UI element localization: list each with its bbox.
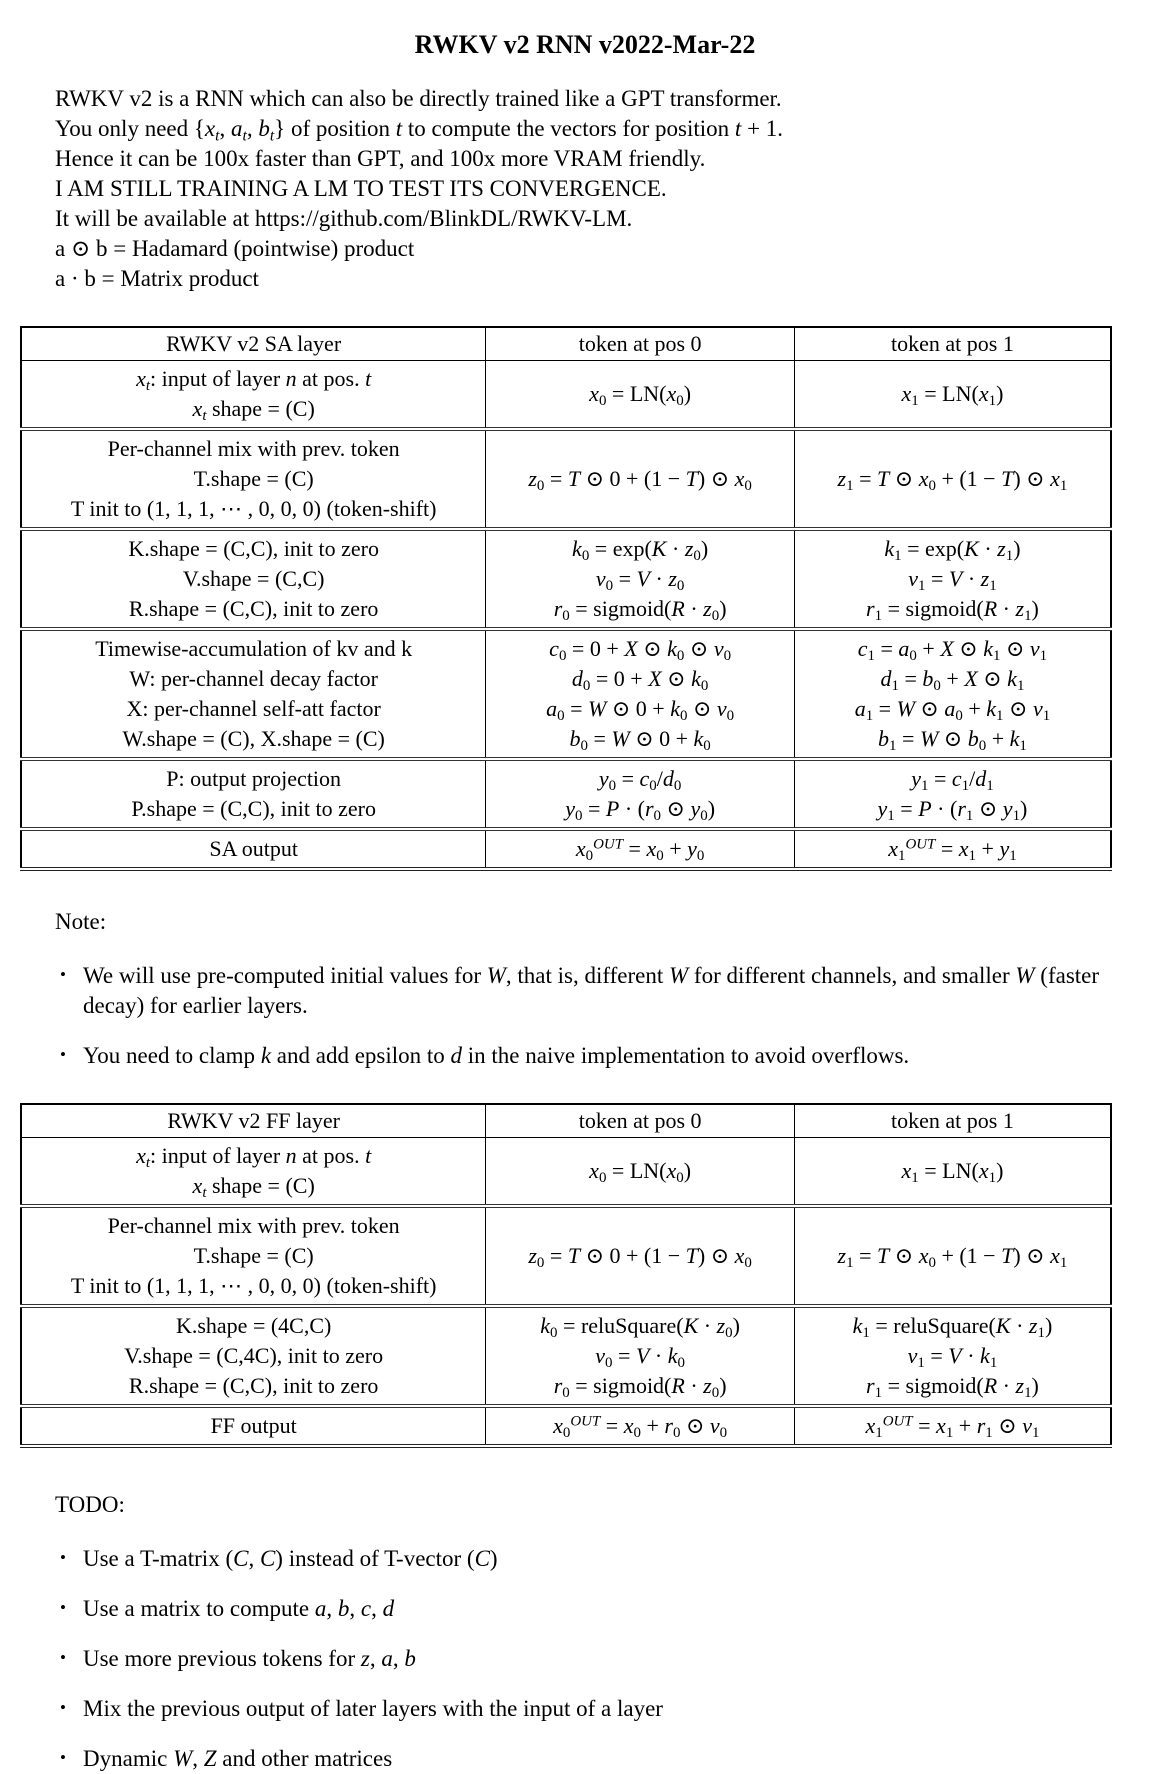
intro-line: It will be available at https://github.com/BlinkDL/RWKV-LM.: [55, 206, 633, 231]
row-label-cell: [21, 629, 486, 759]
document-title: RWKV v2 RNN v2022-Mar-22: [414, 30, 756, 59]
ff-header-pos0: token at pos 0: [486, 1104, 795, 1138]
formula-line: $r_1$ = sigmoid(R · $z_1$): [866, 596, 1039, 625]
row-label-cell: [21, 1406, 486, 1446]
row-label-cell: [21, 1206, 486, 1306]
formula-line: $z_1 = T$ ⊙ $x_0 + (1 - T)$ ⊙ $x_1$: [837, 466, 1068, 495]
table-row-ff-output: [21, 1406, 1111, 1446]
formula-line: $v_1 = V \cdot z_1$: [908, 566, 997, 595]
formula-line: $x_0 = LN(x_0)$: [589, 1158, 692, 1187]
formula-line: $x_1 = LN(x_1)$: [901, 1158, 1004, 1187]
intro-line: Hence it can be 100x faster than GPT, and 100x more VRAM friendly.: [55, 146, 706, 171]
formula-line: $y_1 = P \cdot (r_1$ ⊙ $y_1$): [877, 796, 1028, 825]
label-line: SA output: [209, 836, 298, 861]
row-label-cell: [21, 429, 486, 529]
ff-header-pos1: token at pos 1: [794, 1104, 1111, 1138]
formula-line: $z_0 = T$ ⊙ 0 + (1 − T) ⊙ $x_0$: [528, 1243, 752, 1272]
row-label-cell: [21, 829, 486, 869]
formula-line: $c_1 = a_0 + X$ ⊙ $k_1$ ⊙ $v_1$: [857, 636, 1048, 665]
bullet-icon: •: [60, 965, 66, 984]
formula-line: $v_1 = V \cdot k_1$: [907, 1343, 998, 1372]
label-line: P.shape = (C,C), init to zero: [131, 796, 376, 821]
formula-line: $k_0$ = reluSquare(K · $z_0$): [540, 1313, 740, 1342]
formula-line: $x_0^{OUT} = x_0 + r_0$ ⊙ $v_0$: [553, 1413, 728, 1442]
formula-line: $v_0 = V \cdot z_0$: [595, 566, 685, 595]
bullet-icon: •: [60, 1698, 66, 1717]
pos0-cell: [486, 759, 795, 829]
formula-line: $a_1 = W$ ⊙ $a_0 + k_1$ ⊙ $v_1$: [854, 696, 1051, 725]
todo-item: [58, 1644, 1118, 1674]
formula-line: $d_1 = b_0 + X$ ⊙ $k_1$: [880, 666, 1025, 695]
note-item: [58, 961, 1118, 1021]
formula-line: $y_0 = P \cdot (r_0$ ⊙ $y_0$): [565, 796, 716, 825]
formula-line: $c_0 = 0 + X$ ⊙ $k_0$ ⊙ $v_0$: [549, 636, 732, 665]
table-row-kvr: [21, 1306, 1111, 1406]
intro-line: I AM STILL TRAINING A LM TO TEST ITS CONVERGENCE.: [55, 176, 667, 201]
formula-line: $y_0 = c_0/d_0$: [598, 766, 682, 795]
table-row-sa-output: [21, 829, 1111, 869]
pos1-cell: [794, 1306, 1111, 1406]
table-row-tokenmix: [21, 429, 1111, 529]
formula-line: $x_1 = LN(x_1)$: [901, 381, 1004, 410]
note-item-text: You need to clamp k and add epsilon to d in the naive implementation to avoid overflows.: [83, 1043, 910, 1068]
formula-line: $x_1^{OUT} = x_1 + y_1$: [888, 836, 1017, 865]
label-line: R.shape = (C,C), init to zero: [128, 596, 379, 621]
bullet-icon: •: [60, 1045, 66, 1064]
row-label-cell: [21, 1138, 486, 1207]
sa-header-pos0: token at pos 0: [486, 327, 795, 361]
label-line: Per-channel mix with prev. token: [107, 436, 400, 461]
pos1-cell: [794, 361, 1111, 430]
pos1-cell: [794, 629, 1111, 759]
formula-line: $r_0$ = sigmoid(R · $z_0$): [553, 596, 727, 625]
bullet-icon: •: [60, 1748, 66, 1767]
ff-layer-table: [20, 1103, 1112, 1448]
todo-list: [58, 1544, 1118, 1774]
bullet-icon: •: [60, 1598, 66, 1617]
pos1-cell: [794, 1406, 1111, 1446]
bullet-icon: •: [60, 1548, 66, 1567]
formula-line: $d_0 = 0 + X$ ⊙ $k_0$: [571, 666, 709, 695]
note-item-text: We will use pre-computed initial values for W, that is, different W for different channels, and smaller W (faster decay) for earlier layers.: [83, 963, 1100, 1018]
intro-line: RWKV v2 is a RNN which can also be directly trained like a GPT transformer.: [55, 86, 782, 111]
pos0-cell: [486, 1306, 795, 1406]
bullet-icon: •: [60, 1648, 66, 1667]
formula-line: $x_0 = LN(x_0)$: [589, 381, 692, 410]
todo-heading: TODO:: [55, 1492, 125, 1517]
label-line: W: per-channel decay factor: [129, 666, 378, 691]
table-header-row: [21, 327, 1111, 361]
label-line: Per-channel mix with prev. token: [107, 1213, 400, 1238]
pos1-cell: [794, 1206, 1111, 1306]
label-line: W.shape = (C), X.shape = (C): [122, 726, 385, 751]
table-row-accumulation: [21, 629, 1111, 759]
formula-line: $x_0^{OUT} = x_0 + y_0$: [575, 836, 705, 865]
formula-line: $b_1 = W$ ⊙ $b_0 + k_1$: [878, 726, 1027, 755]
formula-line: $k_1$ = reluSquare(K · $z_1$): [852, 1313, 1053, 1342]
table-row-input: [21, 361, 1111, 430]
formula-line: $v_0 = V \cdot k_0$: [595, 1343, 685, 1372]
pos1-cell: [794, 829, 1111, 869]
label-line: T.shape = (C): [193, 1243, 314, 1268]
formula-line: $a_0 = W$ ⊙ $0 + k_0$ ⊙ $v_0$: [546, 696, 735, 725]
formula-line: $b_0 = W$ ⊙ $0 + k_0$: [569, 726, 711, 755]
pos0-cell: [486, 1138, 795, 1207]
label-line: V.shape = (C,C): [182, 566, 325, 591]
intro-line: You only need {$x_t$, $a_t$, $b_t$} of position t to compute the vectors for position t + 1.: [55, 116, 784, 145]
todo-item: [58, 1544, 1118, 1574]
pos0-cell: [486, 529, 795, 629]
label-line: $x_t$ shape = (C): [192, 396, 315, 425]
pos0-cell: [486, 361, 795, 430]
label-line: V.shape = (C,4C), init to zero: [124, 1343, 384, 1368]
row-label-cell: [21, 361, 486, 430]
label-line: $x_t$: input of layer n at pos. t: [136, 366, 372, 395]
label-line: Timewise-accumulation of kv and k: [95, 636, 413, 661]
pos1-cell: [794, 1138, 1111, 1207]
note-item: [58, 1041, 1118, 1071]
formula-line: $y_1 = c_1/d_1$: [911, 766, 994, 795]
label-line: $x_t$ shape = (C): [192, 1173, 315, 1202]
note-heading: Note:: [55, 909, 107, 934]
formula-line: $r_1$ = sigmoid(R · $z_1$): [866, 1373, 1039, 1402]
row-label-cell: [21, 1306, 486, 1406]
label-line: T.shape = (C): [193, 466, 314, 491]
pos0-cell: [486, 1406, 795, 1446]
todo-item-text: Use a T-matrix (C, C) instead of T-vector (C): [83, 1546, 498, 1571]
todo-item: [58, 1594, 1118, 1624]
row-label-cell: [21, 759, 486, 829]
intro-paragraph: [55, 84, 1118, 294]
label-line: K.shape = (C,C), init to zero: [128, 536, 380, 561]
table-row-input: [21, 1138, 1111, 1207]
intro-line: a · b = Matrix product: [55, 266, 259, 291]
pos1-cell: [794, 529, 1111, 629]
todo-item-text: Use more previous tokens for z, a, b: [83, 1646, 416, 1671]
pos0-cell: [486, 829, 795, 869]
formula-line: $x_1^{OUT} = x_1 + r_1$ ⊙ $v_1$: [865, 1413, 1040, 1442]
todo-item: [58, 1744, 1118, 1774]
table-row-tokenmix: [21, 1206, 1111, 1306]
ff-table-title: RWKV v2 FF layer: [21, 1104, 486, 1138]
label-line: FF output: [210, 1413, 297, 1438]
label-line: $x_t$: input of layer n at pos. t: [136, 1143, 372, 1172]
pos0-cell: [486, 429, 795, 529]
formula-line: $k_0 = \exp(K \cdot z_0)$: [572, 536, 709, 565]
note-list: [58, 961, 1118, 1071]
formula-line: $z_0 = T$ ⊙ 0 + (1 − T) ⊙ $x_0$: [528, 466, 752, 495]
todo-item: [58, 1694, 1118, 1724]
label-line: P: output projection: [166, 766, 342, 791]
label-line: X: per-channel self-att factor: [126, 696, 381, 721]
label-line: T init to (1, 1, 1, ⋯ , 0, 0, 0) (token-shift): [70, 496, 437, 521]
formula-line: $z_1 = T$ ⊙ $x_0 + (1 - T)$ ⊙ $x_1$: [837, 1243, 1068, 1272]
pos1-cell: [794, 429, 1111, 529]
formula-line: $r_0$ = sigmoid(R · $z_0$): [553, 1373, 727, 1402]
table-row-output-projection: [21, 759, 1111, 829]
todo-item-text: Mix the previous output of later layers with the input of a layer: [83, 1696, 663, 1721]
label-line: K.shape = (4C,C): [175, 1313, 332, 1338]
todo-item-text: Use a matrix to compute a, b, c, d: [83, 1596, 395, 1621]
table-row-kvr: [21, 529, 1111, 629]
intro-line: a ⊙ b = Hadamard (pointwise) product: [55, 236, 415, 261]
label-line: R.shape = (C,C), init to zero: [128, 1373, 379, 1398]
sa-layer-table: [20, 326, 1112, 871]
todo-item-text: Dynamic W, Z and other matrices: [83, 1746, 393, 1771]
sa-header-pos1: token at pos 1: [794, 327, 1111, 361]
row-label-cell: [21, 529, 486, 629]
pos1-cell: [794, 759, 1111, 829]
formula-line: $k_1 = \exp(K \cdot z_1)$: [884, 536, 1021, 565]
pos0-cell: [486, 1206, 795, 1306]
sa-table-title: RWKV v2 SA layer: [21, 327, 486, 361]
table-header-row: [21, 1104, 1111, 1138]
label-line: T init to (1, 1, 1, ⋯ , 0, 0, 0) (token-shift): [70, 1273, 437, 1298]
pos0-cell: [486, 629, 795, 759]
